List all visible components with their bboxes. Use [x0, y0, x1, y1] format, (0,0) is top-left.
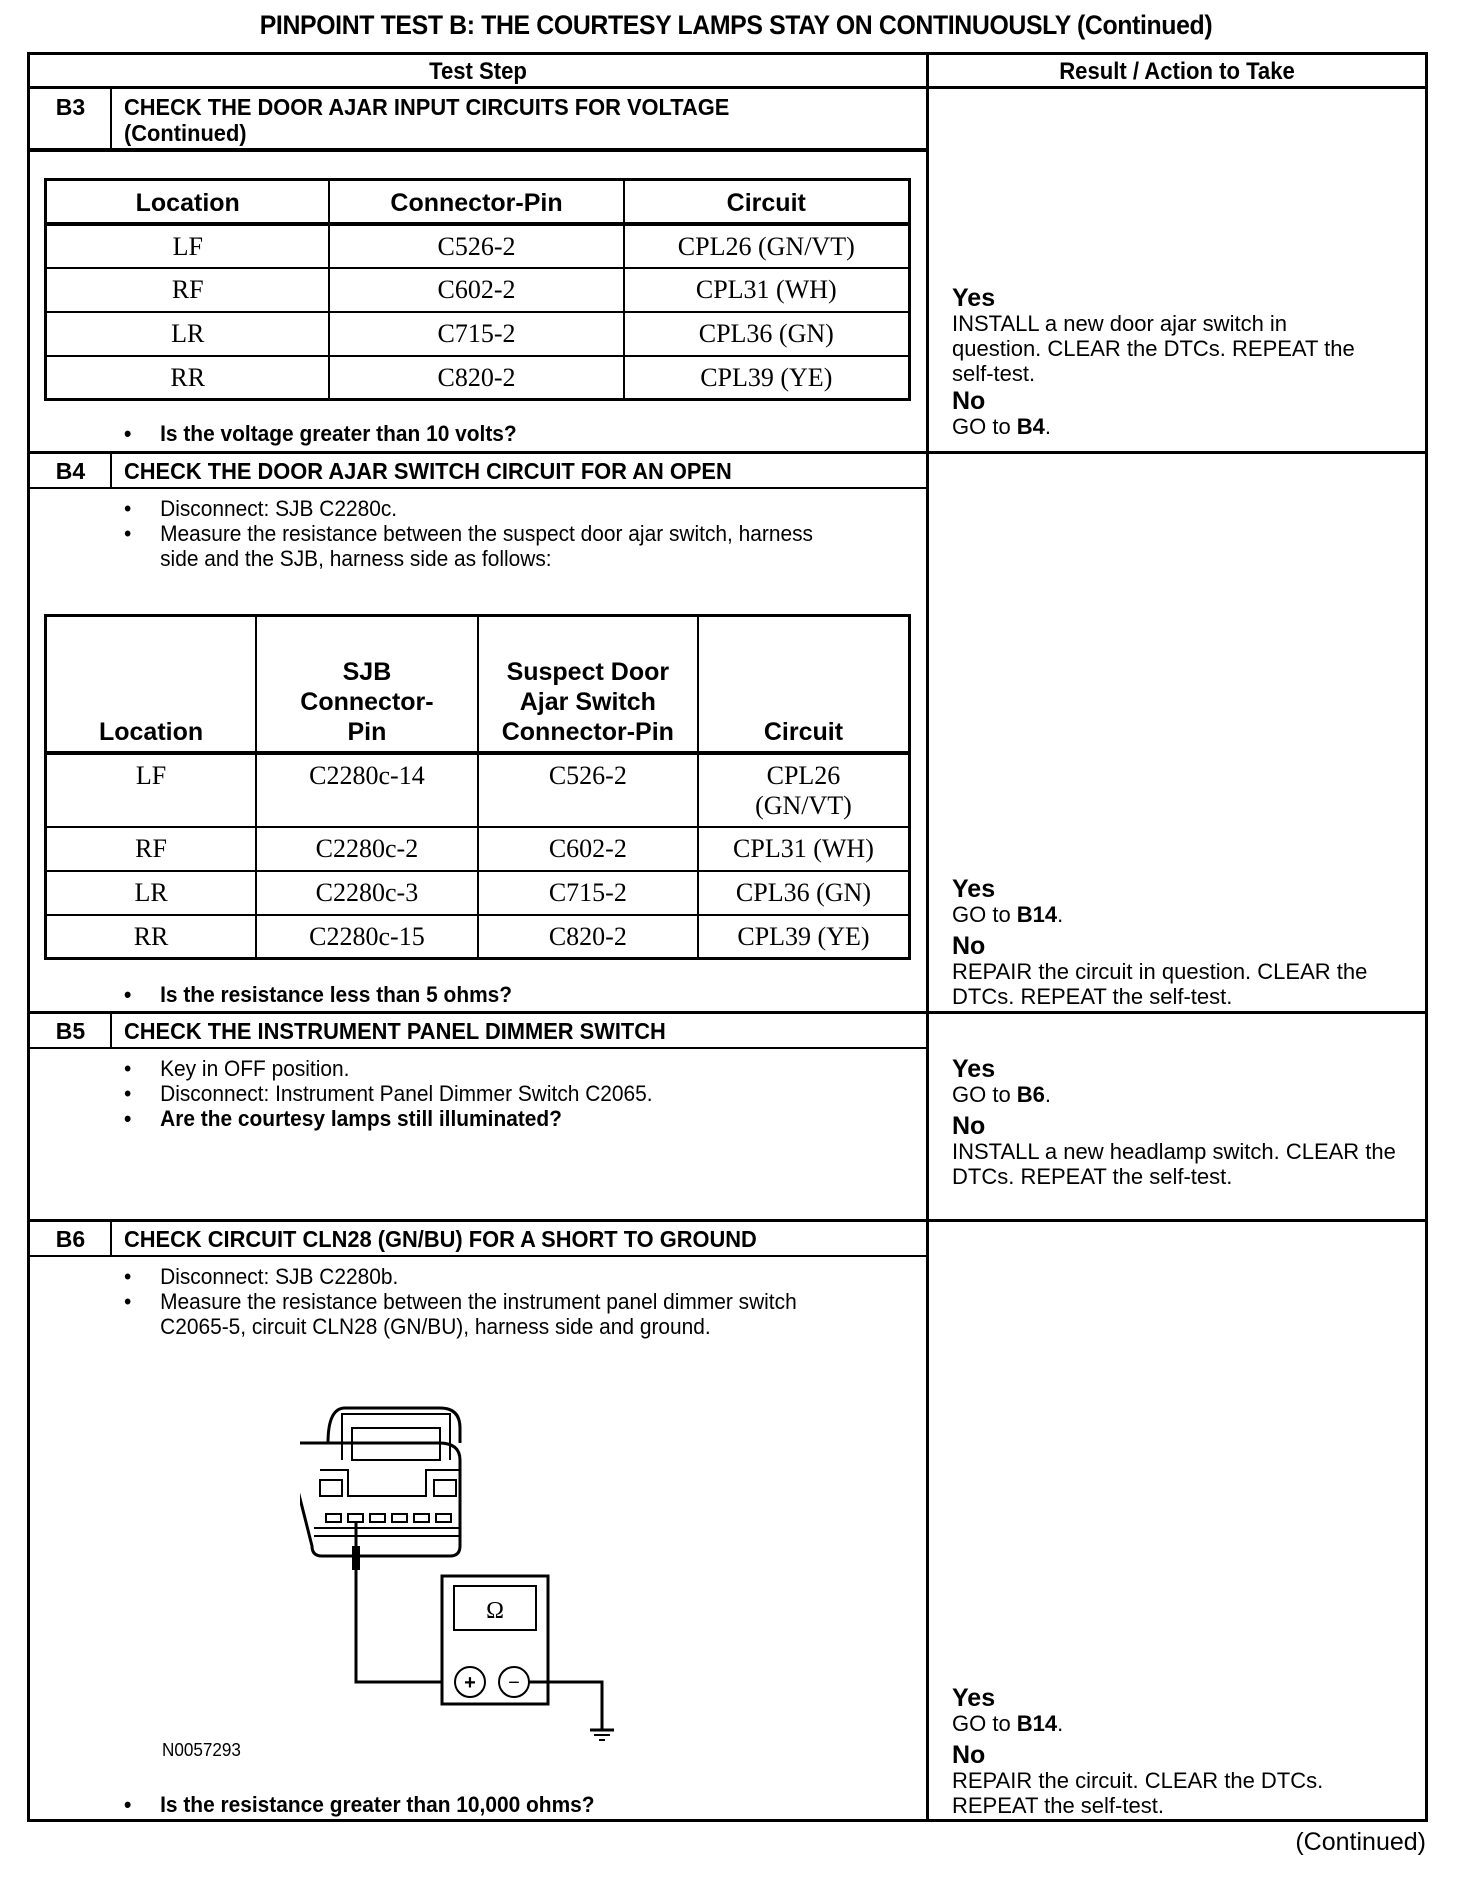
- no-label: No: [952, 1741, 986, 1769]
- table-cell: CPL39 (YE): [624, 356, 910, 400]
- table-row: [46, 268, 910, 312]
- table-row: [46, 827, 910, 871]
- no-label: No: [952, 387, 986, 415]
- table-cell: RR: [46, 356, 330, 400]
- instruction-item: • Measure the resistance between the suspect door ajar switch, harness side and the SJB, harness side as follows:: [124, 521, 846, 571]
- table-cell: CPL31 (WH): [698, 827, 910, 871]
- table-cell: C2280c-15: [256, 915, 478, 959]
- column-header-test-step: Test Step: [429, 58, 527, 85]
- plus-symbol: +: [464, 1672, 476, 1694]
- step-result: [952, 874, 1422, 1009]
- table-header: Connector-Pin: [329, 180, 623, 224]
- table-cell: C2280c-14: [256, 753, 478, 827]
- step-reference-link[interactable]: B6: [1016, 1082, 1045, 1107]
- step-reference-link[interactable]: B14: [1016, 902, 1058, 927]
- column-divider: [926, 52, 929, 1822]
- step-instructions: [124, 1056, 865, 1131]
- step-question: • Is the voltage greater than 10 volts?: [124, 421, 517, 447]
- no-action: REPAIR the circuit. CLEAR the DTCs. REPEAT the self-test.: [952, 1768, 1324, 1818]
- step-title: CHECK CIRCUIT CLN28 (GN/BU) FOR A SHORT TO GROUND: [124, 1226, 757, 1252]
- yes-action: [952, 1082, 1422, 1107]
- yes-label: Yes: [952, 1055, 996, 1083]
- step-divider: [27, 451, 1428, 454]
- table-cell: C820-2: [329, 356, 623, 400]
- step-title-divider: [27, 487, 927, 489]
- ohmmeter-icon: [442, 1576, 548, 1704]
- step-id: B6: [55, 1226, 86, 1252]
- minus-symbol: −: [508, 1672, 520, 1694]
- action-text: GO to: [952, 1082, 1017, 1107]
- step-title: CHECK THE INSTRUMENT PANEL DIMMER SWITCH: [124, 1018, 666, 1044]
- table-header: Location: [46, 616, 257, 753]
- yes-action: [952, 1711, 1422, 1736]
- no-action: REPAIR the circuit in question. CLEAR the DTCs. REPEAT the self-test.: [952, 959, 1368, 1009]
- table-header-row: [46, 616, 910, 753]
- instruction-item: • Disconnect: SJB C2280b.: [124, 1264, 846, 1289]
- action-text: .: [1044, 1082, 1052, 1107]
- probe-tip-icon: [352, 1546, 360, 1570]
- step-title-divider: [27, 1047, 927, 1049]
- table-cell: RF: [46, 827, 257, 871]
- continued-note: (Continued): [1295, 1828, 1426, 1856]
- table-cell: RF: [46, 268, 330, 312]
- step-result: [952, 283, 1422, 439]
- table-row: [46, 356, 910, 400]
- step-title-divider: [27, 1255, 927, 1257]
- no-action: INSTALL a new headlamp switch. CLEAR the DTCs. REPEAT the self-test.: [952, 1139, 1396, 1189]
- yes-label: Yes: [952, 284, 996, 312]
- table-cell: C715-2: [329, 312, 623, 356]
- table-cell: RR: [46, 915, 257, 959]
- step-reference-link[interactable]: B4: [1016, 414, 1045, 439]
- table-header: Circuit: [698, 616, 910, 753]
- table-header: Circuit: [624, 180, 910, 224]
- table-cell: LF: [46, 753, 257, 827]
- column-header-result: Result / Action to Take: [1059, 58, 1295, 85]
- table-cell: CPL36 (GN): [698, 871, 910, 915]
- ohm-symbol: Ω: [486, 1598, 504, 1624]
- pin-4: [392, 1514, 407, 1522]
- table-header: Suspect Door Ajar Switch Connector-Pin: [478, 616, 698, 753]
- step-reference-link[interactable]: B14: [1016, 1711, 1058, 1736]
- table-row: [46, 871, 910, 915]
- instruction-item: • Key in OFF position.: [124, 1056, 865, 1081]
- yes-action: [952, 902, 1422, 927]
- step-title-line: (Continued): [124, 120, 247, 146]
- table-cell: LF: [46, 224, 330, 268]
- step-divider: [27, 1219, 1428, 1222]
- step-question: • Is the resistance less than 5 ohms?: [124, 982, 512, 1008]
- no-label: No: [952, 932, 986, 960]
- step-title-divider: [27, 148, 927, 152]
- step-result: [952, 1683, 1422, 1818]
- step-question: • Is the resistance greater than 10,000 ohms?: [124, 1792, 595, 1818]
- table-row: [46, 224, 910, 268]
- table-cell: CPL26 (GN/VT): [624, 224, 910, 268]
- table-header-row: [46, 180, 910, 224]
- table-cell: CPL26 (GN/VT): [698, 753, 910, 827]
- connector-icon: [300, 1408, 460, 1556]
- step-id: B5: [55, 1018, 86, 1044]
- table-cell: C602-2: [329, 268, 623, 312]
- table-cell: LR: [46, 312, 330, 356]
- page-title: PINPOINT TEST B: THE COURTESY LAMPS STAY ON CONTINUOUSLY (Continued): [259, 10, 1213, 40]
- table-cell: CPL36 (GN): [624, 312, 910, 356]
- table-cell: LR: [46, 871, 257, 915]
- pin-1: [326, 1514, 341, 1522]
- yes-label: Yes: [952, 875, 996, 903]
- table-cell: CPL31 (WH): [624, 268, 910, 312]
- action-text: .: [1057, 1711, 1064, 1736]
- table-row: [46, 915, 910, 959]
- yes-action: INSTALL a new door ajar switch in question. CLEAR the DTCs. REPEAT the self-test.: [952, 311, 1355, 386]
- table-cell: C820-2: [478, 915, 698, 959]
- ohmmeter-connector-diagram: [300, 1400, 620, 1760]
- action-text: .: [1044, 414, 1052, 439]
- no-label: No: [952, 1112, 986, 1140]
- pin-2: [348, 1514, 363, 1522]
- action-text: .: [1057, 902, 1064, 927]
- action-text: GO to: [952, 414, 1017, 439]
- step-id: B4: [55, 458, 86, 484]
- step-question: • Are the courtesy lamps still illuminated?: [124, 1106, 865, 1131]
- instruction-item: • Disconnect: Instrument Panel Dimmer Switch C2065.: [124, 1081, 865, 1106]
- step-instructions: [124, 496, 846, 571]
- pin-5: [414, 1514, 429, 1522]
- step-divider: [27, 1011, 1428, 1014]
- step-instructions: [124, 1264, 846, 1339]
- instruction-item: • Disconnect: SJB C2280c.: [124, 496, 846, 521]
- test-lead-positive: [356, 1522, 448, 1682]
- table-cell: C526-2: [329, 224, 623, 268]
- table-cell: C2280c-3: [256, 871, 478, 915]
- connector-pin-table: [44, 178, 911, 401]
- table-cell: C526-2: [478, 753, 698, 827]
- figure-id: N0057293: [162, 1740, 241, 1760]
- instruction-item: • Measure the resistance between the instrument panel dimmer switch C2065-5, circuit CLN28 (GN/BU), harness side and ground.: [124, 1289, 846, 1339]
- step-title: [124, 94, 729, 146]
- table-row: [46, 312, 910, 356]
- table-cell: C602-2: [478, 827, 698, 871]
- table-cell: C2280c-2: [256, 827, 478, 871]
- table-header: SJB Connector-Pin: [256, 616, 478, 753]
- table-cell: CPL39 (YE): [698, 915, 910, 959]
- action-text: GO to: [952, 902, 1017, 927]
- step-result: [952, 1054, 1422, 1189]
- connector-pins: [326, 1514, 451, 1522]
- table-cell: C715-2: [478, 871, 698, 915]
- resistance-check-table: [44, 614, 911, 960]
- table-header: Location: [46, 180, 330, 224]
- step-title: CHECK THE DOOR AJAR SWITCH CIRCUIT FOR AN OPEN: [124, 458, 732, 484]
- table-row: [46, 753, 910, 827]
- step-title-line: CHECK THE DOOR AJAR INPUT CIRCUITS FOR VOLTAGE: [124, 94, 730, 120]
- pin-3: [370, 1514, 385, 1522]
- action-text: GO to: [952, 1711, 1017, 1736]
- step-id: B3: [55, 94, 86, 120]
- pin-6: [436, 1514, 451, 1522]
- yes-label: Yes: [952, 1684, 996, 1712]
- no-action: [952, 414, 1422, 439]
